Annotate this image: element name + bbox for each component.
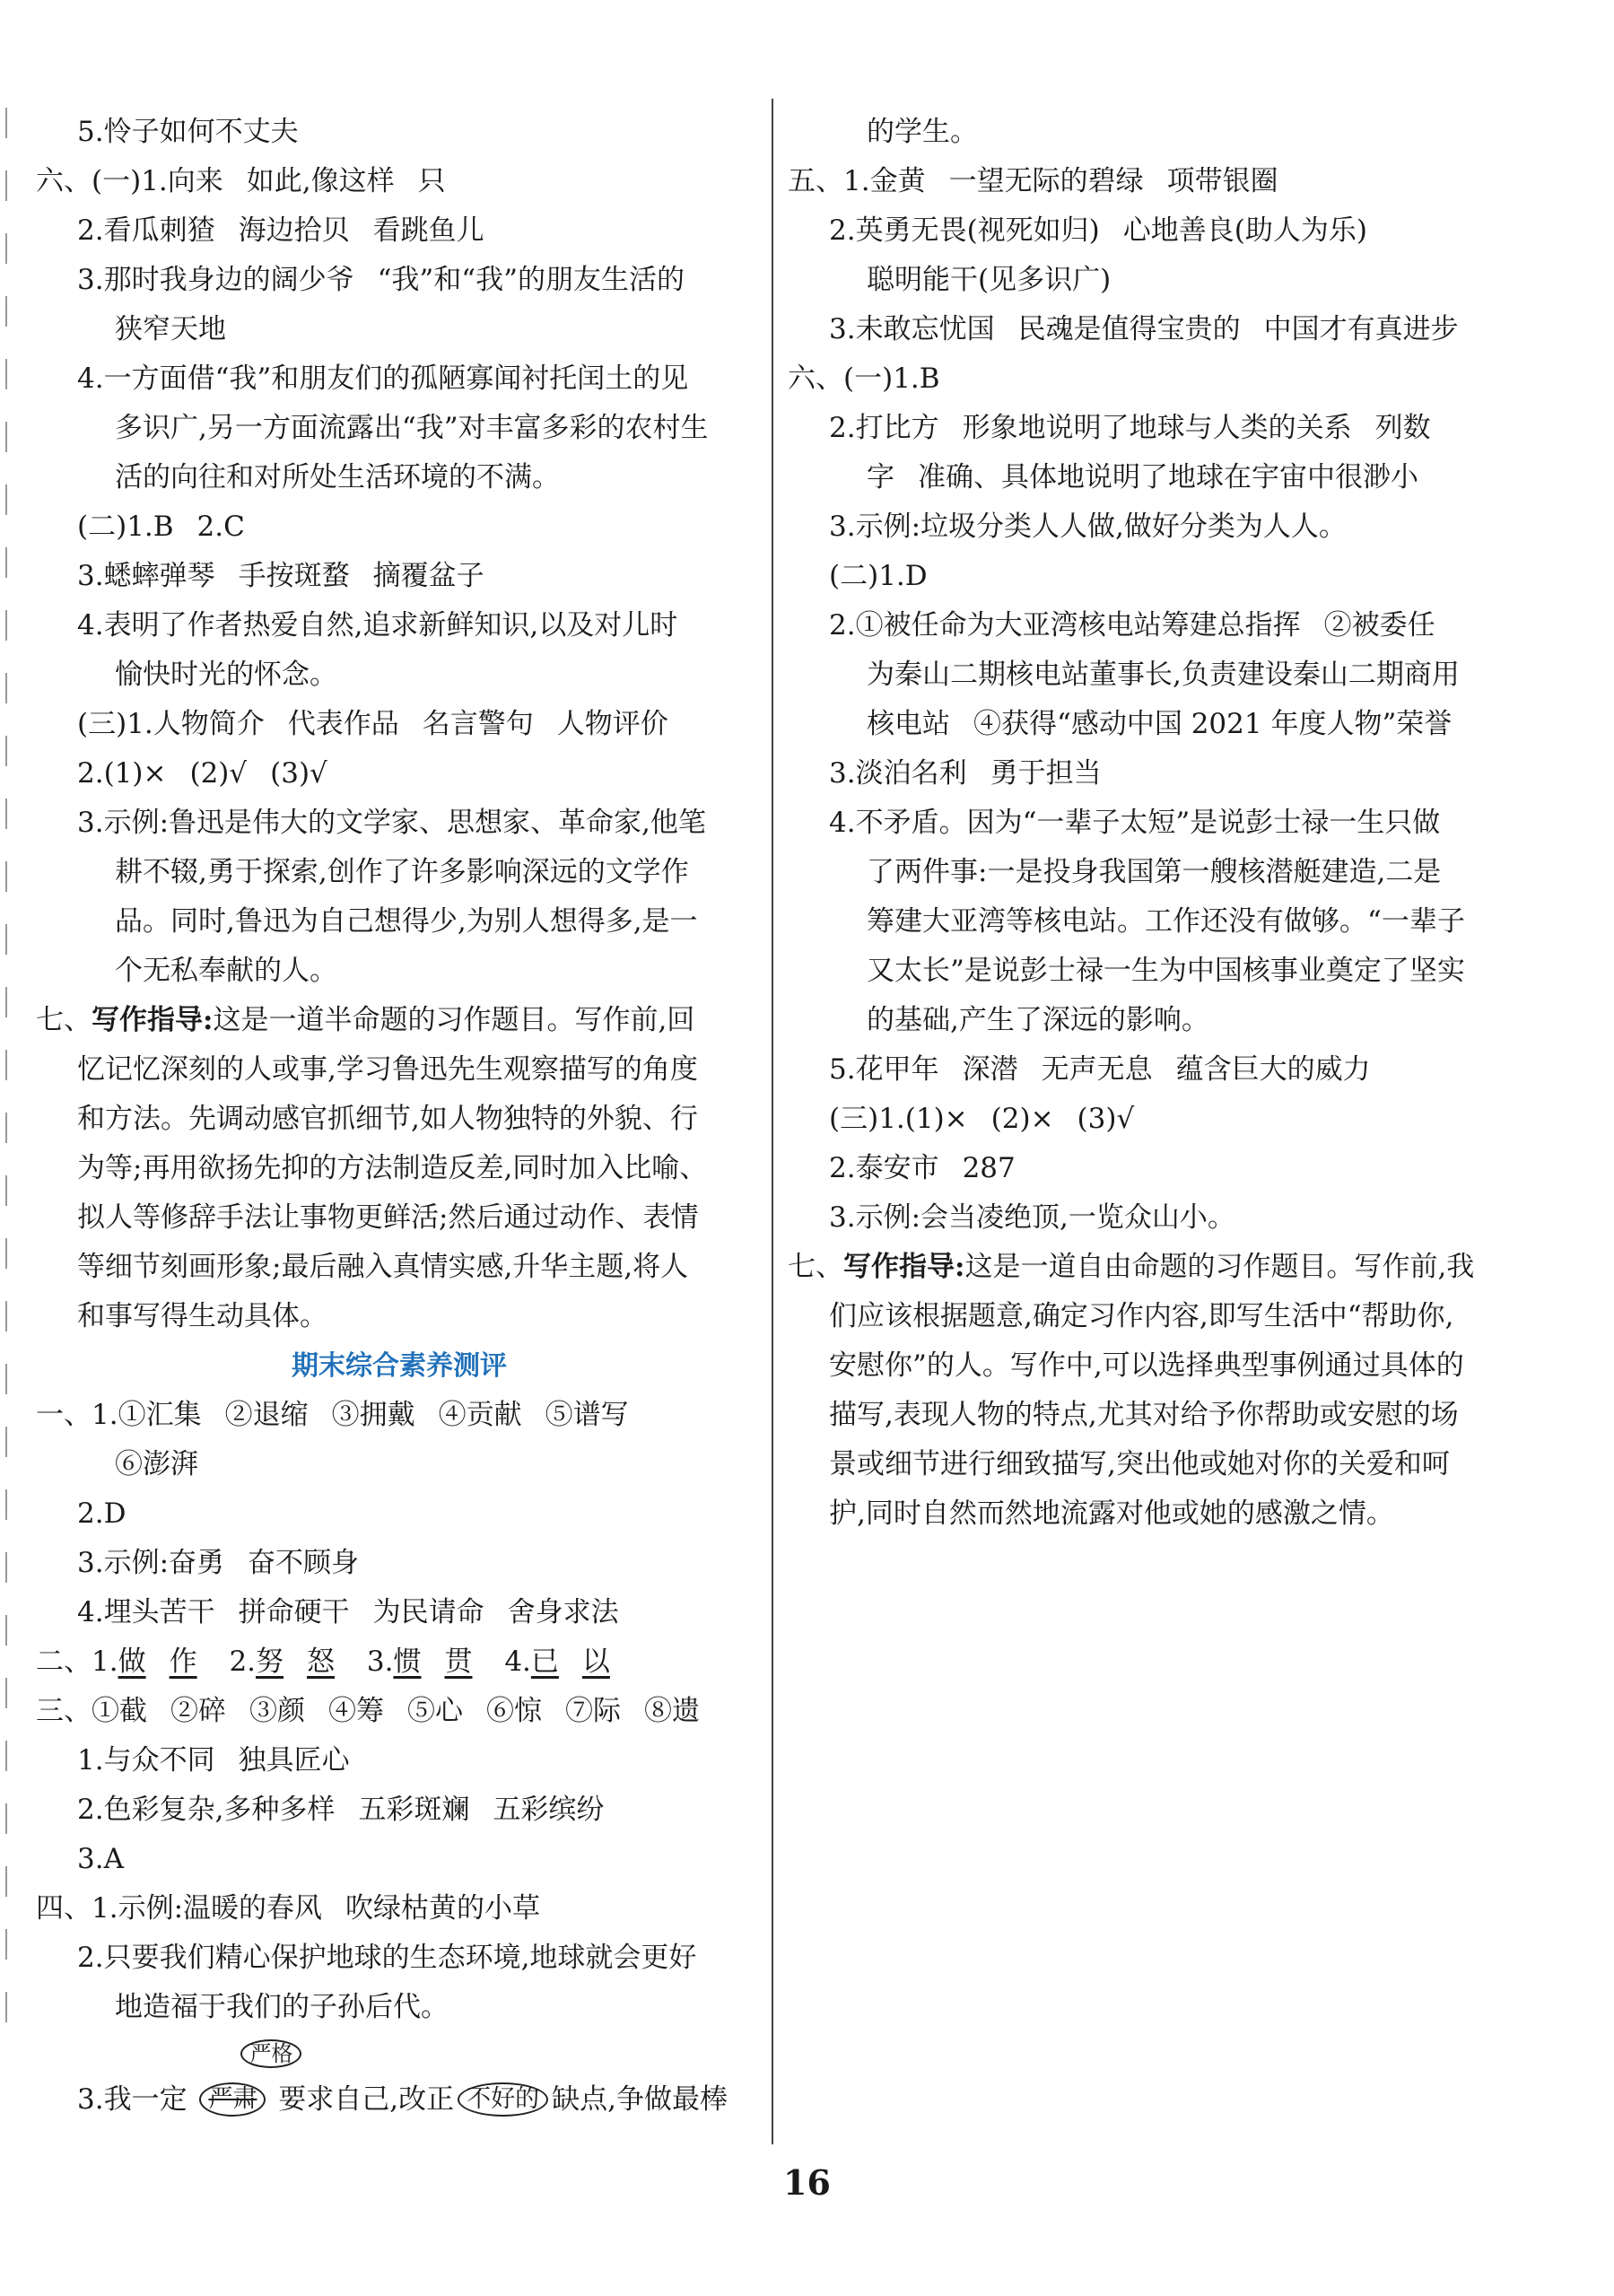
- correction-answer-line: 3.我一定 严格 严肃 要求自己,改正 不好的 缺点,争做最棒: [77, 2041, 728, 2116]
- correction-circled-word: 严肃: [199, 2082, 266, 2117]
- answer-line: 字 准确、具体地说明了地球在宇宙中很渺小: [867, 461, 1418, 493]
- answer-line: 为等;再用欲扬先抑的方法制造反差,同时加入比喻、: [77, 1152, 708, 1184]
- answer-line: 3.示例:垃圾分类人人做,做好分类为人人。: [829, 511, 1347, 543]
- answer-line: 1.与众不同 独具匠心: [77, 1744, 350, 1777]
- answer-line: 2.D: [77, 1497, 127, 1530]
- answer-line: 了两件事:一是投身我国第一艘核潜艇建造,二是: [867, 856, 1442, 888]
- answer-line: 个无私奉献的人。: [115, 955, 337, 987]
- answer-line: 忆记忆深刻的人或事,学习鲁迅先生观察描写的角度: [77, 1053, 698, 1086]
- answer-line: (三)1.(1)× (2)× (3)√: [829, 1103, 1135, 1135]
- answer-line: 3.示例:奋勇 奋不顾身: [77, 1547, 360, 1579]
- answer-line: 的基础,产生了深远的影响。: [867, 1004, 1209, 1036]
- column-divider: [772, 99, 773, 2144]
- answer-line: 4.不矛盾。因为“一辈子太短”是说彭士禄一生只做: [829, 807, 1441, 839]
- answer-line: 四、1.示例:温暖的春风 吹绿枯黄的小草: [36, 1892, 541, 1925]
- answer-line: 景或细节进行细致描写,突出他或她对你的关爱和呵: [829, 1448, 1450, 1480]
- answer-line: 们应该根据题意,确定习作内容,即写生活中“帮助你,: [829, 1300, 1454, 1332]
- answer-line: 2.只要我们精心保护地球的生态环境,地球就会更好: [77, 1942, 697, 1974]
- left-margin-dash-line: [5, 108, 7, 2037]
- answer-line: 等细节刻画形象;最后融入真情实感,升华主题,将人: [77, 1251, 689, 1283]
- answer-line: 2.泰安市 287: [829, 1152, 1016, 1184]
- answer-line: 聪明能干(见多识广): [867, 264, 1112, 296]
- answer-line: 五、1.金黄 一望无际的碧绿 项带银圈: [788, 165, 1278, 197]
- answer-line: 和方法。先调动感官抓细节,如人物独特的外貌、行: [77, 1103, 698, 1135]
- answer-line: 4.一方面借“我”和朋友们的孤陋寡闻衬托闰土的见: [77, 362, 689, 395]
- answer-line: 3.示例:会当凌绝顶,一览众山小。: [829, 1201, 1235, 1234]
- answer-line: 2.①被任命为大亚湾核电站筹建总指挥 ②被委任: [829, 609, 1435, 642]
- answer-line: 耕不辍,勇于探索,创作了许多影响深远的文学作: [115, 856, 689, 888]
- answer-line: 狭窄天地: [115, 313, 226, 345]
- answer-line: (二)1.D: [829, 560, 928, 592]
- correction-circled-word: 不好的: [458, 2082, 548, 2117]
- answer-line: ⑥澎湃: [115, 1448, 198, 1480]
- answer-line: 3.那时我身边的阔少爷 “我”和“我”的朋友生活的: [77, 264, 685, 296]
- writing-guide-heading-line: 七、写作指导:这是一道半命题的习作题目。写作前,回: [36, 1004, 695, 1036]
- answer-line: 2.打比方 形象地说明了地球与人类的关系 列数: [829, 412, 1431, 444]
- answer-line: 3.淡泊名利 勇于担当: [829, 757, 1102, 790]
- answer-line: (二)1.B 2.C: [77, 511, 245, 543]
- answer-line: 2.(1)× (2)√ (3)√: [77, 757, 327, 790]
- answer-line: 安慰你”的人。写作中,可以选择典型事例通过具体的: [829, 1349, 1464, 1382]
- answer-line: 2.看瓜刺猹 海边拾贝 看跳鱼儿: [77, 214, 484, 247]
- answer-line: 品。同时,鲁迅为自己想得少,为别人想得多,是一: [115, 905, 698, 938]
- answer-line: 一、1.①汇集 ②退缩 ③拥戴 ④贡献 ⑤谱写: [36, 1399, 629, 1431]
- answer-line: 二、1.做 作 2.努 怒 3.惯 贯 4.已 以: [36, 1646, 610, 1678]
- right-column: [788, 108, 1523, 1539]
- answer-line: 3.A: [77, 1843, 124, 1875]
- answer-line: 4.表明了作者热爱自然,追求新鲜知识,以及对儿时: [77, 609, 678, 642]
- answer-line: 3.未敢忘忧国 民魂是值得宝贵的 中国才有真进步: [829, 313, 1459, 345]
- writing-guide-heading-line: 七、写作指导:这是一道自由命题的习作题目。写作前,我: [788, 1251, 1475, 1283]
- writing-guide-label: 写作指导:: [92, 1004, 214, 1036]
- answer-line: 愉快时光的怀念。: [115, 659, 337, 691]
- answer-line: 护,同时自然而然地流露对他或她的感激之情。: [829, 1497, 1394, 1530]
- answer-line: 5.花甲年 深潜 无声无息 蕴含巨大的威力: [829, 1053, 1371, 1086]
- answer-line: 3.蟋蟀弹琴 手按斑蝥 摘覆盆子: [77, 560, 484, 592]
- answer-line: 3.示例:鲁迅是伟大的文学家、思想家、革命家,他笔: [77, 807, 706, 839]
- answer-line: 2.色彩复杂,多种多样 五彩斑斓 五彩缤纷: [77, 1794, 605, 1826]
- answer-line: 地造福于我们的子孙后代。: [115, 1991, 449, 2023]
- answer-line: 2.英勇无畏(视死如归) 心地善良(助人为乐): [829, 214, 1367, 247]
- answer-line: 4.埋头苦干 拼命硬干 为民请命 舍身求法: [77, 1596, 619, 1628]
- answer-line: 六、(一)1.向来 如此,像这样 只: [36, 165, 446, 197]
- answer-line: 5.怜子如何不丈夫: [77, 116, 299, 148]
- answer-line: 为秦山二期核电站董事长,负责建设秦山二期商用: [867, 659, 1460, 691]
- answer-line: 描写,表现人物的特点,尤其对给予你帮助或安慰的场: [829, 1399, 1459, 1431]
- answer-line: 活的向往和对所处生活环境的不满。: [115, 461, 560, 493]
- answer-line: 多识广,另一方面流露出“我”对丰富多彩的农村生: [115, 412, 709, 444]
- answer-line: 的学生。: [867, 116, 978, 148]
- answer-line: 核电站 ④获得“感动中国 2021 年度人物”荣誉: [867, 708, 1453, 740]
- answer-line: 又太长”是说彭士禄一生为中国核事业奠定了坚实: [867, 955, 1465, 987]
- answer-line: 拟人等修辞手法让事物更鲜活;然后通过动作、表情: [77, 1201, 699, 1234]
- page-number: 16: [783, 2162, 831, 2203]
- left-column: [36, 108, 763, 2131]
- answer-line: (三)1.人物简介 代表作品 名言警句 人物评价: [77, 708, 668, 740]
- answer-line: 筹建大亚湾等核电站。工作还没有做够。“一辈子: [867, 905, 1465, 938]
- answer-line: 三、①截 ②碎 ③颜 ④筹 ⑤心 ⑥惊 ⑦际 ⑧遗: [36, 1695, 700, 1727]
- writing-guide-label: 写作指导:: [843, 1251, 965, 1283]
- answer-line: 和事写得生动具体。: [77, 1300, 327, 1332]
- correction-inserted-word: 严格: [240, 2039, 301, 2068]
- section-title: 期末综合素养测评: [292, 1350, 507, 1382]
- answer-line: 六、(一)1.B: [788, 362, 940, 395]
